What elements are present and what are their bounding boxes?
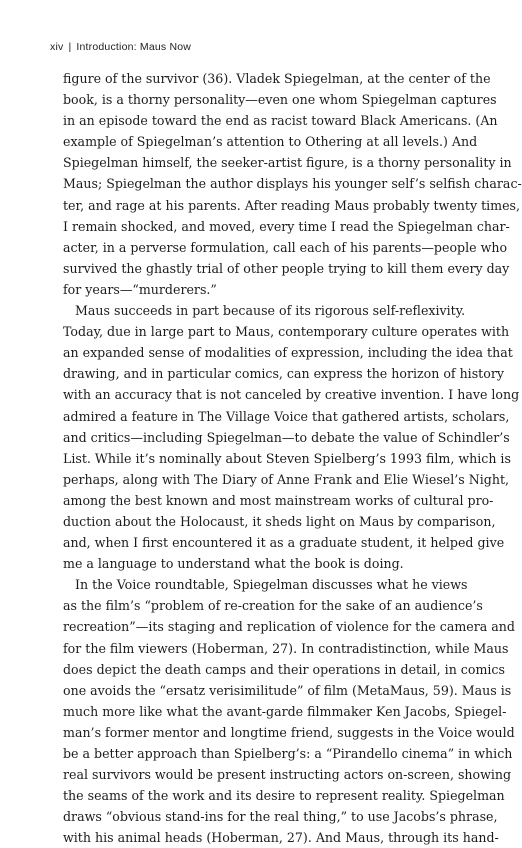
text-line: recreation”—its staging and replication of violence for the camera and xyxy=(63,619,515,635)
text-line: me a language to understand what the book is doing. xyxy=(63,556,404,572)
text-line: as the film’s “problem of re-creation for the sake of an audience’s xyxy=(63,598,483,614)
text-line: In the Voice roundtable, Spiegelman discusses what he views xyxy=(75,577,468,593)
text-line: perhaps, along with The Diary of Anne Frank and Elie Wiesel’s Night, xyxy=(63,471,510,487)
text-line: draws “obvious stand-ins for the real thing,” to use Jacobs’s phrase, xyxy=(63,809,498,825)
header-separator: | xyxy=(68,41,72,53)
text-line: I remain shocked, and moved, every time I read the Spiegelman char- xyxy=(63,218,510,234)
text-line: much more like what the avant-garde filmmaker Ken Jacobs, Spiegel- xyxy=(63,703,507,719)
text-line: figure of the survivor (36). Vladek Spiegelman, at the center of the xyxy=(63,71,491,86)
text-line: book, is a thorny personality—even one whom Spiegelman captures xyxy=(63,92,497,108)
text-line: acter, in a perverse formulation, call each of his parents—people who xyxy=(63,239,508,255)
text-line: for years—“murderers.” xyxy=(63,281,217,297)
text-line: Spiegelman himself, the seeker-artist figure, is a thorny personality in xyxy=(63,155,512,171)
text-line: for the film viewers (Hoberman, 27). In contradistinction, while Maus xyxy=(63,640,509,656)
text-line: with an accuracy that is not canceled by creative invention. I have long xyxy=(63,387,520,403)
text-line: Today, due in large part to Maus, contemporary culture operates with xyxy=(63,324,510,340)
text-line: real survivors would be present instructing actors on-screen, showing xyxy=(63,767,512,783)
text-line: Maus; Spiegelman the author displays his younger self’s selfish charac- xyxy=(63,176,522,192)
section-title: Introduction: Maus Now xyxy=(76,41,192,53)
page-number: xiv xyxy=(50,41,64,53)
text-line: be a better approach than Spielberg’s: a “Pirandello cinema” in which xyxy=(63,746,513,761)
body-text xyxy=(63,68,522,848)
text-line: and critics—including Spiegelman—to debate the value of Schindler’s xyxy=(63,429,510,445)
running-head xyxy=(50,41,191,53)
text-line: the seams of the work and its desire to represent reality. Spiegelman xyxy=(63,788,505,804)
text-line: survived the ghastly trial of other people trying to kill them every day xyxy=(63,260,510,276)
text-line: does depict the death camps and their operations in detail, in comics xyxy=(63,661,505,677)
text-line: example of Spiegelman’s attention to Othering at all levels.) And xyxy=(63,134,478,150)
text-line: admired a feature in The Village Voice that gathered artists, scholars, xyxy=(63,408,510,424)
text-line: in an episode toward the end as racist toward Black Americans. (An xyxy=(63,113,498,129)
text-line: ter, and rage at his parents. After reading Maus probably twenty times, xyxy=(63,197,521,213)
text-line: among the best known and most mainstream works of cultural pro- xyxy=(63,492,494,508)
text-line: Maus succeeds in part because of its rigorous self-reflexivity. xyxy=(75,303,466,319)
text-line: one avoids the “ersatz verisimilitude” of film (MetaMaus, 59). Maus is xyxy=(63,682,512,698)
text-line: drawing, and in particular comics, can express the horizon of history xyxy=(63,366,504,382)
text-line: and, when I first encountered it as a graduate student, it helped give xyxy=(63,535,505,551)
text-line: List. While it’s nominally about Steven Spielberg’s 1993 film, which is xyxy=(63,450,511,466)
text-line: duction about the Holocaust, it sheds light on Maus by comparison, xyxy=(63,513,496,529)
text-line: an expanded sense of modalities of expression, including the idea that xyxy=(63,345,513,361)
text-line: with his animal heads (Hoberman, 27). And Maus, through its hand- xyxy=(63,830,499,846)
text-line: man’s former mentor and longtime friend, suggests in the Voice would xyxy=(63,724,515,740)
